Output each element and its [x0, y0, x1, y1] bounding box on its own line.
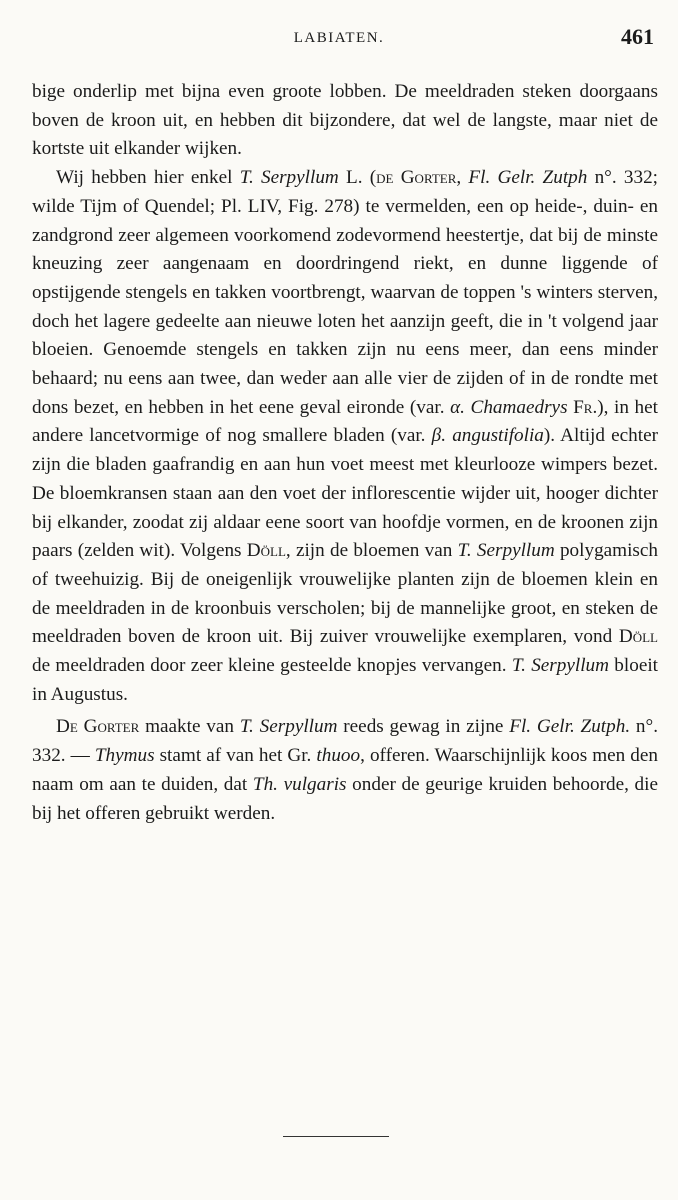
text-run: bloeit in Augustus. — [32, 655, 659, 705]
italic-text: T. Serpyllum — [239, 167, 339, 189]
paragraph — [32, 713, 658, 828]
small-caps-text: de Gorter — [376, 167, 457, 189]
italic-text: T. Serpyllum — [511, 655, 609, 677]
italic-text: β. angustifolia — [431, 425, 544, 447]
text-run: ), in het andere lancetvormige of nog smallere bladen (var. — [32, 396, 658, 447]
italic-text: Fl. Gelr. Zutph. — [509, 716, 631, 738]
italic-text: Fl. Gelr. Zutph — [468, 167, 588, 189]
text-run: Wij hebben hier enkel — [56, 167, 240, 189]
end-rule — [283, 1136, 389, 1137]
running-title: LABIATEN. — [293, 30, 385, 46]
italic-text: thuoo — [316, 745, 361, 767]
text-run: stamt af van het Gr. — [154, 745, 317, 767]
small-caps-text: De Gorter — [56, 716, 140, 738]
text-run: polygamisch of tweehuizig. Bij de oneigenlijk vrouwelijke planten zijn de bloemen klein en de meeldraden in de kroonbuis verscholen; bij de mannelijke groot, en steken de meeldraden boven de kroon uit. Bij zuiver vrouwelijke exemplaren, vond — [32, 540, 659, 648]
text-run: onder de geurige kruiden behoorde, die bij het offeren gebruikt werden. — [32, 773, 658, 824]
text-run: de meeldraden door zeer kleine gesteelde knopjes vervangen. — [32, 655, 512, 677]
text-run: bige onderlip met bijna even groote lobben. De meeldraden steken doorgaans boven de kroon uit, en hebben dit bijzondere, dat wel de langste, maar niet de kortste uit elkander wijken. — [32, 81, 658, 160]
text-run: , — [456, 167, 469, 189]
small-caps-text: Döll — [246, 540, 286, 562]
text-run: , zijn de bloemen van — [285, 540, 458, 562]
body-text — [32, 78, 658, 828]
text-run: reeds gewag in zijne — [337, 716, 510, 738]
italic-text: α. Chamaedrys — [450, 396, 568, 418]
page-number: 461 — [621, 24, 654, 49]
text-run: n°. 332; wilde Tijm of Quendel; Pl. LIV, Fig. 278) te vermelden, een op heide-, duin- en zandgrond zeer algemeen voorkomend zodevormend heestertje, dat bij de minste kneuzing zeer aangenaam en doordringend riekt, en dunne liggende of opstijgende stengels en takken voortbrengt, waarvan de toppen 's winters sterven, doch het lagere gedeelte aan nieuwe loten het aanzijn geeft, die in 't volgend jaar bloeien. Genoemde stengels en takken zijn nu eens meer, dan eens minder behaard; nu eens aan twee, dan weder aan alle vier de zijden of in de rondte met dons bezet, en hebben in het eene geval eironde (var. — [32, 167, 658, 418]
italic-text: Thymus — [94, 745, 155, 767]
small-caps-text: Döll — [618, 626, 658, 648]
small-caps-text: Fr. — [573, 396, 598, 418]
text-run: L. ( — [338, 167, 377, 189]
paragraph — [32, 78, 658, 164]
paragraph — [32, 164, 658, 709]
text-run: ). Altijd echter zijn die bladen gaafrandig en aan hun voet meest met kleurlooze wimpers bezet. De bloemkransen staan aan den voet der inflorescentie wijder uit, hooger dichter bij elkander, zoodat zij aldaar eene soort van hoofdje vormen, en de kroonen zijn paars (zelden wit). Volgens — [32, 425, 658, 562]
italic-text: Th. vulgaris — [252, 773, 347, 795]
text-run: n°. 332. — — [32, 716, 658, 767]
italic-text: T. Serpyllum — [239, 716, 338, 738]
text-run: maakte van — [139, 716, 240, 738]
text-run: , offeren. Waarschijnlijk koos men den naam om aan te duiden, dat — [32, 745, 658, 795]
running-header — [0, 22, 678, 54]
italic-text: T. Serpyllum — [457, 540, 555, 562]
